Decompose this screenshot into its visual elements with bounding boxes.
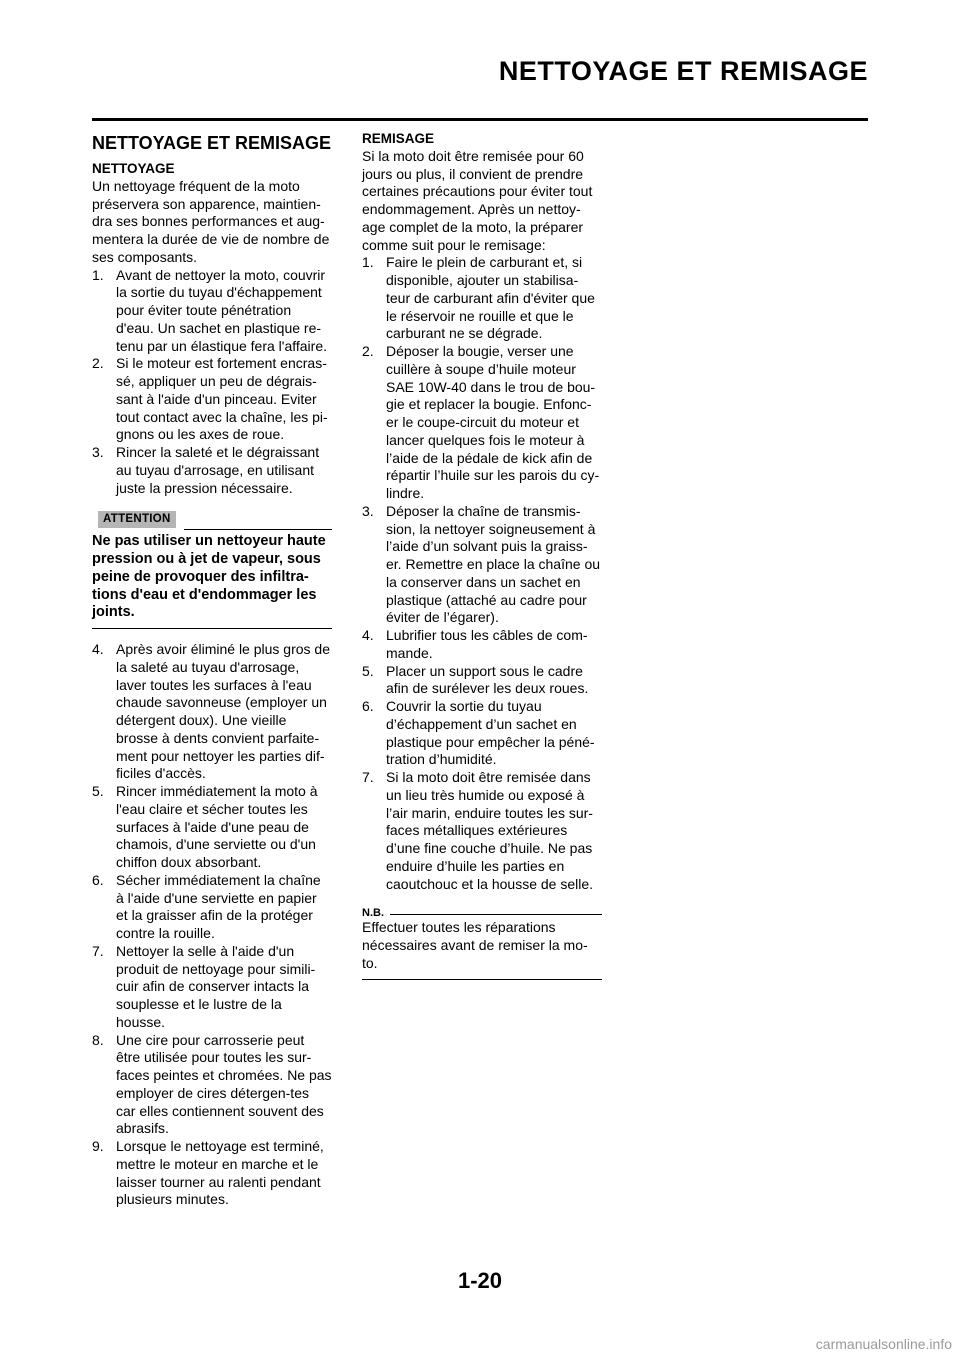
step-text: Sécher immédiatement la chaîne à l'aide d'une serviette en papier et la graisser afin de la protéger contre la rouille. [116,871,321,941]
attention-badge: ATTENTION [98,511,176,528]
list-item [92,1138,332,1209]
attention-bottom-rule [92,628,332,629]
nb-label: N.B. [362,907,384,920]
step-number: 5. [92,783,104,799]
remisage-steps [362,254,602,893]
nettoyage-title: NETTOYAGE [92,161,175,176]
attention-notice [92,509,332,629]
step-text: Avant de nettoyer la moto, couvrir la sortie du tuyau d'échappement pour éviter toute pénétration d'eau. Un sachet en plastique re-tenu par un élastique fera l'affaire. [116,266,327,354]
nb-header [362,903,602,919]
step-number: 6. [362,698,374,714]
step-number: 1. [92,266,104,283]
list-item [92,444,332,497]
step-number: 9. [92,1138,104,1154]
nettoyage-intro: Un nettoyage fréquent de la moto préservera son apparence, maintien-dra ses bonnes performances et aug-mentera la durée de vie de nombre de ses composants. [92,177,330,265]
attention-rule [184,529,332,530]
page-number: 1-20 [457,1268,503,1293]
page-header-title: NETTOYAGE ET REMISAGE [498,56,868,86]
step-text: Si le moteur est fortement encras-sé, appliquer un peu de dégrais-sant à l'aide d'un pinceau. Eviter tout contact avec la chaîne, les pi-gnons ou les axes de roue. [116,355,328,443]
nettoyage-steps-2 [92,641,332,1209]
nb-bottom-rule [362,979,602,980]
right-column [362,130,602,980]
list-item [92,641,332,783]
list-item [92,783,332,872]
list-item [92,355,332,444]
step-number: 1. [362,254,374,271]
left-column [92,130,332,1209]
step-text: Rincer la saleté et le dégraissant au tuyau d'arrosage, en utilisant juste la pression nécessaire. [116,444,320,496]
nb-text: Effectuer toutes les réparations nécessaires avant de remiser la mo-to. [362,919,588,971]
step-number: 6. [92,871,104,888]
attention-text: Ne pas utiliser un nettoyeur haute pression ou à jet de vapeur, sous peine de provoquer des infiltra-tions d'eau et d'endommager les joints. [92,533,326,621]
step-number: 3. [92,444,104,460]
step-number: 7. [362,769,374,785]
header-rule [92,118,868,121]
step-text: Déposer la bougie, verser une cuillère à soupe d’huile moteur SAE 10W-40 dans le trou de bou-gie et replacer la bougie. Enfonc-er le coupe-circuit du moteur et lancer quelques fois le moteur à l’aide de la pédale de kick afin de répartir l’huile sur les parois du cy-lindre. [386,343,600,501]
list-item [362,698,602,769]
step-number: 7. [92,942,104,959]
step-number: 8. [92,1031,104,1048]
step-text: Faire le plein de carburant et, si disponible, ajouter un stabilisa-teur de carburant afin d'éviter que le réservoir ne rouille et que le carburant ne se dégrade. [386,254,595,342]
step-text: Placer un support sous le cadre afin de surélever les deux roues. [386,662,589,697]
nb-rule [390,914,602,915]
step-text: Si la moto doit être remisée dans un lieu très humide ou exposé à l’air marin, enduire toutes les sur-faces métalliques extérieures d’une fine couche d’huile. Ne pas enduire d’huile les parties en caoutchouc et la housse de selle. [386,769,594,892]
step-text: Lubrifier tous les câbles de com-mande. [386,627,588,661]
step-text: Couvrir la sortie du tuyau d’échappement d’un sachet en plastique pour empêcher la péné-tration d’humidité. [386,698,595,768]
watermark: carmanualsonline.info [815,1336,952,1352]
step-number: 2. [362,343,374,359]
step-number: 4. [92,641,104,657]
step-number: 2. [92,355,104,372]
step-text: Nettoyer la selle à l'aide d'un produit de nettoyage pour simili-cuir afin de conserver intacts la souplesse et le lustre de la housse. [116,942,316,1030]
list-item [362,663,602,699]
step-text: Rincer immédiatement la moto à l'eau claire et sécher toutes les surfaces à l'aide d'une peau de chamois, d'une serviette ou d'un chiffon doux absorbant. [116,783,318,870]
attention-header [92,509,332,529]
remisage-intro: Si la moto doit être remisée pour 60 jours ou plus, il convient de prendre certaines précautions pour éviter tout endommagement. Après un nettoy-age complet de la moto, la préparer comme suit pour le remisage: [362,147,593,253]
step-number: 3. [362,502,374,519]
nb-notice [362,903,602,979]
list-item [362,343,602,503]
step-number: 5. [362,662,374,679]
list-item [362,503,602,627]
section-title: NETTOYAGE ET REMISAGE [92,133,332,153]
step-text: Une cire pour carrosserie peut être utilisée pour toutes les sur-faces peintes et chromées. Ne pas employer de cires détergen-tes car elles contiennent souvent des abrasifs. [116,1031,332,1137]
list-item [92,1032,332,1139]
list-item [92,872,332,943]
step-text: Lorsque le nettoyage est terminé, mettre le moteur en marche et le laisser tourner au ralenti pendant plusieurs minutes. [116,1138,324,1208]
nettoyage-steps-1 [92,267,332,498]
list-item [362,769,602,893]
list-item [362,254,602,343]
list-item [92,267,332,356]
remisage-title: REMISAGE [362,131,435,146]
step-text: Après avoir éliminé le plus gros de la saleté au tuyau d'arrosage, laver toutes les surfaces à l'eau chaude savonneuse (employer un détergent doux). Une vieille brosse à dents convient parfaite-ment pour nettoyer les parties dif-ficiles d'accès. [116,641,330,782]
step-number: 4. [362,627,374,643]
step-text: Déposer la chaîne de transmis-sion, la nettoyer soigneusement à l’aide d’un solvant puis la graiss-er. Remettre en place la chaîne ou la conserver dans un sachet en plastique (attaché au cadre pour éviter de l’égarer). [386,502,601,626]
list-item [92,943,332,1032]
list-item [362,627,602,663]
